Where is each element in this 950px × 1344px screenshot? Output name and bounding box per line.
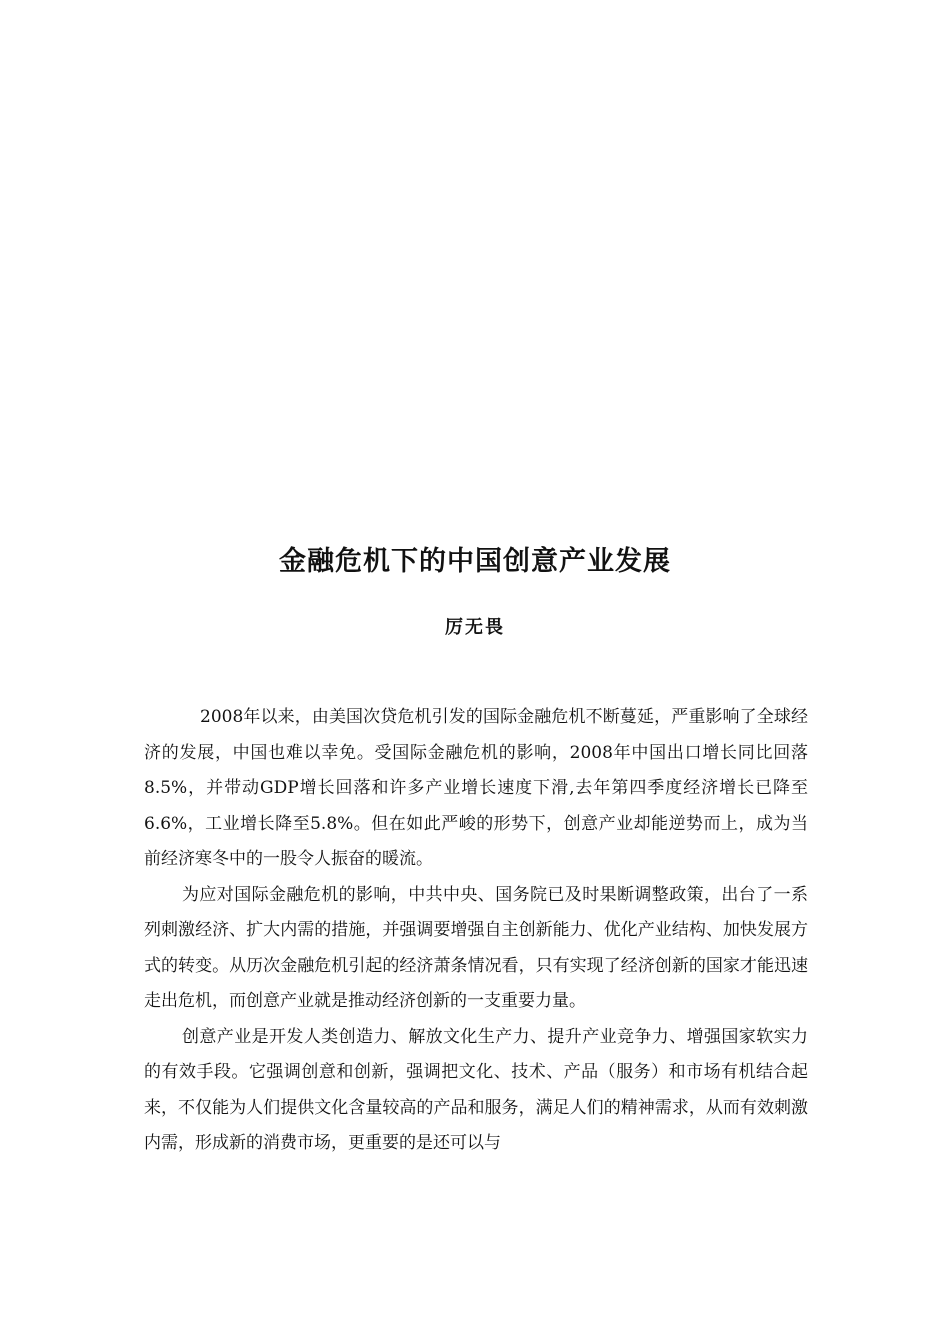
document-title: 金融危机下的中国创意产业发展 <box>279 546 671 577</box>
paragraph-1: 2008年以来，由美国次贷危机引发的国际金融危机不断蔓延，严重影响了全球经济的发展，中国也难以幸免。受国际金融危机的影响，2008年中国出口增长同比回落8.5%，并带动GDP增长回落和许多产业增长速度下滑,去年第四季度经济增长已降至6.6%，工业增长降至5.8%。但在如此严峻的形势下，创意产业却能逆势而上，成为当前经济寒冬中的一股令人振奋的暖流。 <box>144 707 808 869</box>
paragraph-2: 为应对国际金融危机的影响，中共中央、国务院已及时果断调整政策，出台了一系列刺激经济、扩大内需的措施，并强调要增强自主创新能力、优化产业结构、加快发展方式的转变。从历次金融危机引起的经济萧条情况看，只有实现了经济创新的国家才能迅速走出危机，而创意产业就是推动经济创新的一支重要力量。 <box>144 884 808 1011</box>
document-body <box>144 700 808 1162</box>
document-author: 厉无畏 <box>445 617 505 638</box>
paragraph-3: 创意产业是开发人类创造力、解放文化生产力、提升产业竞争力、增强国家软实力的有效手段。它强调创意和创新，强调把文化、技术、产品（服务）和市场有机结合起来，不仅能为人们提供文化含量较高的产品和服务，满足人们的精神需求，从而有效刺激内需，形成新的消费市场，更重要的是还可以与 <box>144 1026 808 1153</box>
